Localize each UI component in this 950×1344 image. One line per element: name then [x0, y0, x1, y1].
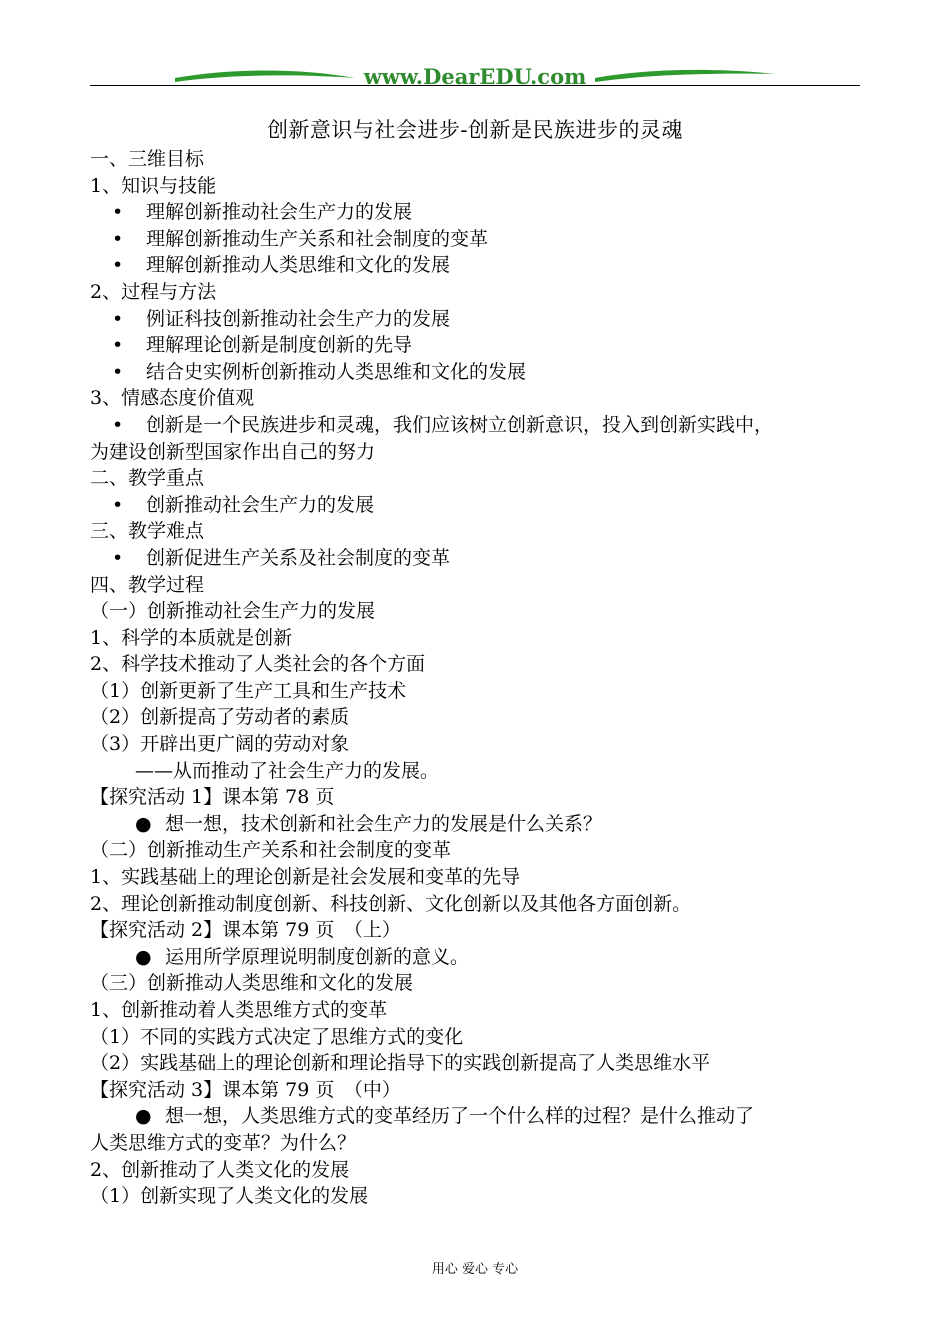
text-line: 2、理论创新推动制度创新、科技创新、文化创新以及其他各方面创新。 — [90, 892, 692, 915]
bullet-marker-icon: • — [112, 413, 124, 436]
page-title: 创新意识与社会进步-创新是民族进步的灵魂 — [266, 118, 684, 142]
text-line: 一、三维目标 — [90, 148, 205, 170]
bullet-item — [90, 492, 865, 519]
bullet-marker-icon: • — [112, 201, 124, 224]
bullet-text: 创新是一个民族进步和灵魂，我们应该树立创新意识，投入到创新实践中， — [146, 413, 774, 436]
text-line: 四、教学过程 — [90, 573, 205, 596]
bullet-marker-icon: • — [112, 360, 124, 383]
text-line: （1）创新实现了人类文化的发展 — [90, 1185, 369, 1208]
bullet-text: 例证科技创新推动社会生产力的发展 — [146, 307, 451, 330]
continuation-line: 人类思维方式的变革？为什么？ — [90, 1131, 357, 1154]
bullet-text: 理解理论创新是制度创新的先导 — [146, 334, 413, 357]
question-text: 想一想，技术创新和社会生产力的发展是什么关系？ — [165, 812, 603, 835]
text-line: 【探究活动 2】课本第 79 页 （上） — [90, 919, 401, 942]
text-line: 二、教学重点 — [90, 467, 205, 490]
bullet-item — [90, 412, 865, 439]
bullet-item — [90, 359, 865, 386]
text-line: （1）创新更新了生产工具和生产技术 — [90, 679, 407, 702]
bullet-marker-icon: • — [112, 334, 124, 357]
text-line: 3、情感态度价值观 — [90, 387, 255, 410]
text-line: （三）创新推动人类思维和文化的发展 — [90, 972, 414, 995]
bullet-marker-icon: • — [112, 307, 124, 330]
question-text: 想一想，人类思维方式的变革经历了一个什么样的过程？是什么推动了 — [165, 1105, 755, 1128]
text-line: 【探究活动 1】课本第 78 页 — [90, 786, 335, 809]
filled-circle-icon: ● — [135, 945, 152, 968]
text-line: 【探究活动 3】课本第 79 页 （中） — [90, 1078, 401, 1101]
bullet-item — [90, 332, 865, 359]
question-item — [90, 811, 865, 838]
filled-circle-icon: ● — [135, 812, 152, 835]
brand-text: www.DearEDU.com — [363, 64, 587, 89]
bullet-text: 创新推动社会生产力的发展 — [146, 493, 375, 516]
question-item — [90, 944, 865, 971]
text-line: （2）实践基础上的理论创新和理论指导下的实践创新提高了人类思维水平 — [90, 1052, 711, 1075]
text-line: 2、创新推动了人类文化的发展 — [90, 1158, 350, 1181]
continuation-line: 为建设创新型国家作出自己的努力 — [90, 440, 376, 463]
bullet-item — [90, 545, 865, 572]
document-body — [90, 146, 865, 1210]
text-line: （2）创新提高了劳动者的素质 — [90, 706, 350, 729]
text-line: 1、实践基础上的理论创新是社会发展和变革的先导 — [90, 866, 521, 889]
bullet-text: 创新促进生产关系及社会制度的变革 — [146, 546, 451, 569]
bullet-item — [90, 252, 865, 279]
bullet-marker-icon: • — [112, 546, 124, 569]
bullet-text: 结合史实例析创新推动人类思维和文化的发展 — [146, 360, 527, 383]
question-item — [90, 1103, 865, 1130]
page-footer: 用心 爱心 专心 — [431, 1262, 519, 1277]
text-line: 2、科学技术推动了人类社会的各个方面 — [90, 653, 426, 676]
text-line: （一）创新推动社会生产力的发展 — [90, 600, 376, 623]
filled-circle-icon: ● — [135, 1105, 152, 1128]
bullet-item — [90, 226, 865, 253]
conclusion-line: ——从而推动了社会生产力的发展。 — [135, 759, 440, 782]
text-line: （二）创新推动生产关系和社会制度的变革 — [90, 839, 452, 862]
bullet-item — [90, 306, 865, 333]
brand-banner[interactable] — [170, 62, 780, 92]
question-text: 运用所学原理说明制度创新的意义。 — [165, 945, 470, 968]
text-line: （1）不同的实践方式决定了思维方式的变化 — [90, 1025, 464, 1048]
brand-logo — [170, 62, 780, 92]
text-line: 1、知识与技能 — [90, 174, 217, 197]
bullet-text: 理解创新推动生产关系和社会制度的变革 — [146, 227, 489, 250]
bullet-text: 理解创新推动人类思维和文化的发展 — [146, 254, 451, 277]
bullet-text: 理解创新推动社会生产力的发展 — [146, 201, 413, 224]
text-line: 1、科学的本质就是创新 — [90, 626, 293, 649]
text-line: 三、教学难点 — [90, 520, 205, 543]
bullet-item — [90, 199, 865, 226]
text-line: 2、过程与方法 — [90, 280, 217, 303]
text-line: （3）开辟出更广阔的劳动对象 — [90, 733, 350, 756]
bullet-marker-icon: • — [112, 254, 124, 277]
bullet-marker-icon: • — [112, 227, 124, 250]
text-line: 1、创新推动着人类思维方式的变革 — [90, 999, 388, 1021]
bullet-marker-icon: • — [112, 493, 124, 516]
